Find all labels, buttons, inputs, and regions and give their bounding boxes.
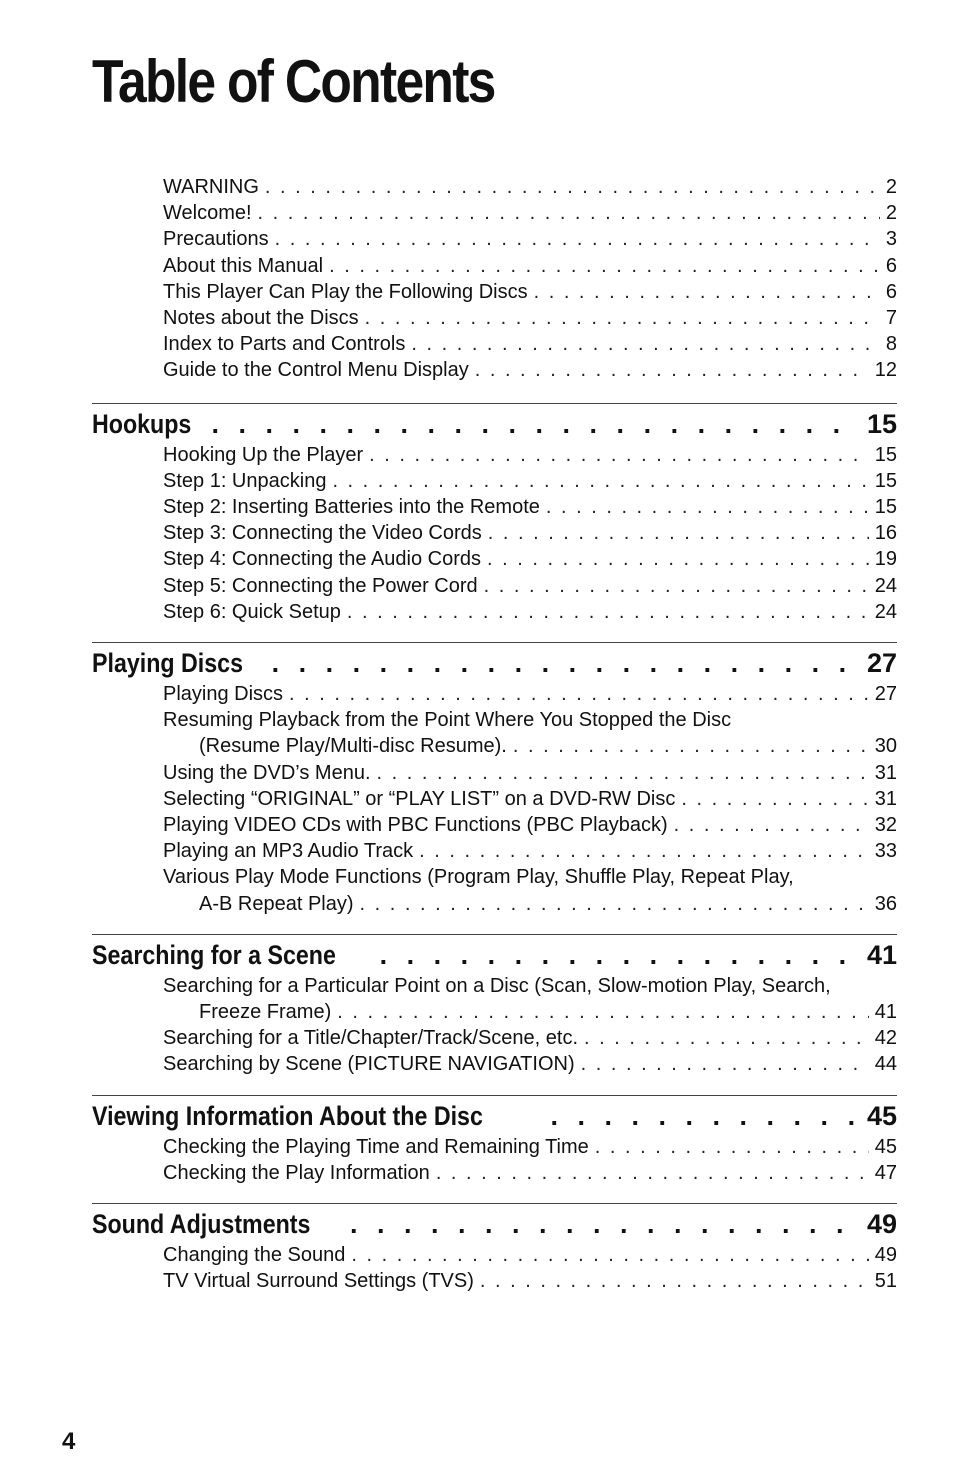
dot-leader: [337, 999, 869, 1025]
dot-leader: [534, 279, 880, 305]
dot-leader: [674, 812, 869, 838]
dot-leader: [595, 1134, 869, 1160]
toc-entry-page: 51: [874, 1270, 897, 1293]
toc-entry-first-line[interactable]: Resuming Playback from the Point Where You Stopped the Disc: [163, 709, 732, 732]
chapter-title: Searching for a Scene: [92, 939, 336, 970]
toc-entry[interactable]: [92, 520, 897, 546]
toc-entry-label: Using the DVD’s Menu.: [163, 761, 371, 784]
dot-leader: [487, 546, 869, 572]
toc-entry[interactable]: [92, 1268, 897, 1294]
dot-leader: [329, 253, 880, 279]
dot-leader: [369, 442, 869, 468]
toc-entry-label: Step 4: Connecting the Audio Cords: [163, 548, 481, 571]
chapter-title: Viewing Information About the Disc: [92, 1100, 483, 1131]
toc-entry-page: 31: [874, 787, 897, 810]
dot-leader: [350, 1206, 855, 1242]
chapter-heading[interactable]: [92, 406, 897, 442]
toc-entry-label: Hooking Up the Player: [163, 443, 364, 466]
dot-leader: [258, 200, 880, 226]
toc-entry-label: Step 3: Connecting the Video Cords: [163, 522, 482, 545]
toc-entry-label: Step 1: Unpacking: [163, 469, 327, 492]
dot-leader: [275, 226, 880, 252]
dot-leader: [272, 645, 855, 681]
chapter-viewing-information: [92, 1095, 897, 1186]
dot-leader: [380, 937, 855, 973]
dot-leader: [513, 733, 869, 759]
toc-entry-label: Playing an MP3 Audio Track: [163, 840, 414, 863]
toc-entry-page: 2: [885, 202, 897, 225]
toc-entry-label: (Resume Play/Multi-disc Resume).: [199, 735, 507, 758]
dot-leader: [411, 331, 880, 357]
toc-entry-page: 8: [885, 333, 897, 356]
toc-entry[interactable]: [92, 174, 897, 200]
toc-entry-page: 16: [874, 522, 897, 545]
chapter-heading[interactable]: [92, 1098, 897, 1134]
dot-leader: [551, 1098, 855, 1134]
toc-entry-page: 3: [885, 228, 897, 251]
toc-entry[interactable]: [92, 1051, 897, 1077]
toc-entry[interactable]: [92, 1134, 897, 1160]
toc-entry[interactable]: [92, 331, 897, 357]
toc-entry-page: 32: [874, 814, 897, 837]
dot-leader: [546, 494, 869, 520]
dot-leader: [212, 406, 855, 442]
dot-leader: [584, 1025, 869, 1051]
dot-leader: [377, 760, 869, 786]
toc-entry[interactable]: [92, 573, 897, 599]
chapter-page: 15: [866, 408, 897, 439]
toc-entry[interactable]: [92, 468, 897, 494]
toc-entry[interactable]: [92, 733, 897, 759]
toc-entry-label: Index to Parts and Controls: [163, 333, 406, 356]
toc-entry-page: 44: [874, 1053, 897, 1076]
chapter-page: 27: [866, 648, 897, 679]
toc-entry-page: 7: [885, 307, 897, 330]
chapter-title: Hookups: [92, 408, 192, 439]
toc-entry-label: Playing Discs: [163, 683, 284, 706]
toc-entry-page: 47: [874, 1161, 897, 1184]
toc-entry-label: Step 2: Inserting Batteries into the Remote: [163, 496, 540, 519]
dot-leader: [332, 468, 868, 494]
toc-entry-page: 41: [874, 1001, 897, 1024]
toc-entry-page: 36: [874, 892, 897, 915]
toc-entry-label: Freeze Frame): [199, 1001, 332, 1024]
chapter-searching-for-a-scene: [92, 934, 897, 1078]
chapter-title: Sound Adjustments: [92, 1209, 311, 1240]
toc-entry-label: About this Manual: [163, 254, 324, 277]
toc-entry[interactable]: [92, 226, 897, 252]
toc-entry-page: 31: [874, 761, 897, 784]
toc-entry-page: 45: [874, 1135, 897, 1158]
toc-entry-page: 27: [874, 683, 897, 706]
toc-entry-label: Precautions: [163, 228, 269, 251]
toc-entry-page: 19: [874, 548, 897, 571]
toc-entry-label: Step 6: Quick Setup: [163, 600, 341, 623]
dot-leader: [265, 174, 880, 200]
toc-entry[interactable]: [92, 681, 897, 707]
toc-entry-page: 6: [885, 254, 897, 277]
toc-entry-first-line[interactable]: Searching for a Particular Point on a Disc (Scan, Slow-motion Play, Search,: [163, 974, 831, 997]
chapter-playing-discs: [92, 642, 897, 917]
toc-entry-label: Notes about the Discs: [163, 307, 359, 330]
toc-entry-label: WARNING: [163, 176, 259, 198]
page-number: 4: [62, 1428, 76, 1455]
chapter-heading[interactable]: [92, 1206, 897, 1242]
front-matter-list: [92, 174, 897, 384]
dot-leader: [365, 305, 880, 331]
toc-entry[interactable]: [92, 812, 897, 838]
toc-entry[interactable]: [92, 838, 897, 864]
toc-entry[interactable]: [92, 760, 897, 786]
toc-entry[interactable]: [92, 200, 897, 226]
toc-entry[interactable]: [92, 442, 897, 468]
toc-entry-page: 24: [874, 600, 897, 623]
chapter-title: Playing Discs: [92, 648, 244, 679]
toc-entry-label: A-B Repeat Play): [199, 892, 354, 915]
toc-entry-label: Changing the Sound: [163, 1244, 346, 1267]
dot-leader: [289, 681, 869, 707]
dot-leader: [581, 1051, 869, 1077]
dot-leader: [681, 786, 868, 812]
chapter-heading[interactable]: [92, 937, 897, 973]
toc-entry[interactable]: [92, 999, 897, 1025]
toc-entry[interactable]: [92, 253, 897, 279]
dot-leader: [360, 891, 869, 917]
toc-entry[interactable]: [92, 891, 897, 917]
toc-entry-page: 30: [874, 735, 897, 758]
chapter-page: 45: [866, 1100, 897, 1131]
dot-leader: [351, 1242, 868, 1268]
dot-leader: [488, 520, 869, 546]
toc-entry-page: 42: [874, 1027, 897, 1050]
toc-entry-label: Guide to the Control Menu Display: [163, 359, 469, 382]
toc-entry-label: Searching by Scene (PICTURE NAVIGATION): [163, 1053, 575, 1076]
chapter-hookups: [92, 403, 897, 625]
toc-entry-page: 6: [885, 280, 897, 303]
chapter-page: 49: [866, 1209, 897, 1240]
toc-entry-label: Step 5: Connecting the Power Cord: [163, 574, 478, 597]
toc-entry-label: TV Virtual Surround Settings (TVS): [163, 1270, 474, 1293]
toc-entry[interactable]: [92, 599, 897, 625]
toc-entry-label: Welcome!: [163, 202, 252, 225]
toc-entry[interactable]: [92, 357, 897, 383]
toc-entry[interactable]: [92, 1242, 897, 1268]
table-of-contents: [92, 174, 897, 1312]
toc-entry-page: 33: [874, 840, 897, 863]
toc-entry-page: 49: [874, 1244, 897, 1267]
page-title: Table of Contents: [92, 48, 495, 115]
toc-entry-label: Checking the Playing Time and Remaining Time: [163, 1135, 589, 1158]
toc-entry-label: Selecting “ORIGINAL” or “PLAY LIST” on a DVD-RW Disc: [163, 787, 676, 810]
toc-entry[interactable]: [92, 1160, 897, 1186]
toc-entry-page: 15: [874, 496, 897, 519]
dot-leader: [480, 1268, 869, 1294]
toc-entry-page: 24: [874, 574, 897, 597]
toc-entry[interactable]: [92, 279, 897, 305]
toc-entry[interactable]: [92, 1025, 897, 1051]
toc-entry-label: Playing VIDEO CDs with PBC Functions (PBC Playback): [163, 814, 668, 837]
dot-leader: [419, 838, 869, 864]
chapter-page: 41: [866, 939, 897, 970]
toc-entry-label: Searching for a Title/Chapter/Track/Scene, etc.: [163, 1027, 579, 1050]
toc-entry-label: This Player Can Play the Following Discs: [163, 280, 528, 303]
dot-leader: [484, 573, 869, 599]
toc-entry[interactable]: [92, 494, 897, 520]
toc-entry-page: 15: [874, 443, 897, 466]
toc-entry-label: Checking the Play Information: [163, 1161, 430, 1184]
toc-entry-page: 2: [885, 176, 897, 198]
dot-leader: [347, 599, 869, 625]
toc-entry-first-line[interactable]: Various Play Mode Functions (Program Play, Shuffle Play, Repeat Play,: [163, 866, 794, 889]
chapter-heading[interactable]: [92, 645, 897, 681]
chapter-sound-adjustments: [92, 1203, 897, 1294]
toc-entry[interactable]: [92, 786, 897, 812]
toc-entry[interactable]: [92, 305, 897, 331]
toc-entry[interactable]: [92, 546, 897, 572]
dot-leader: [475, 357, 869, 383]
dot-leader: [436, 1160, 869, 1186]
toc-entry-page: 15: [874, 469, 897, 492]
toc-entry-page: 12: [874, 359, 897, 382]
